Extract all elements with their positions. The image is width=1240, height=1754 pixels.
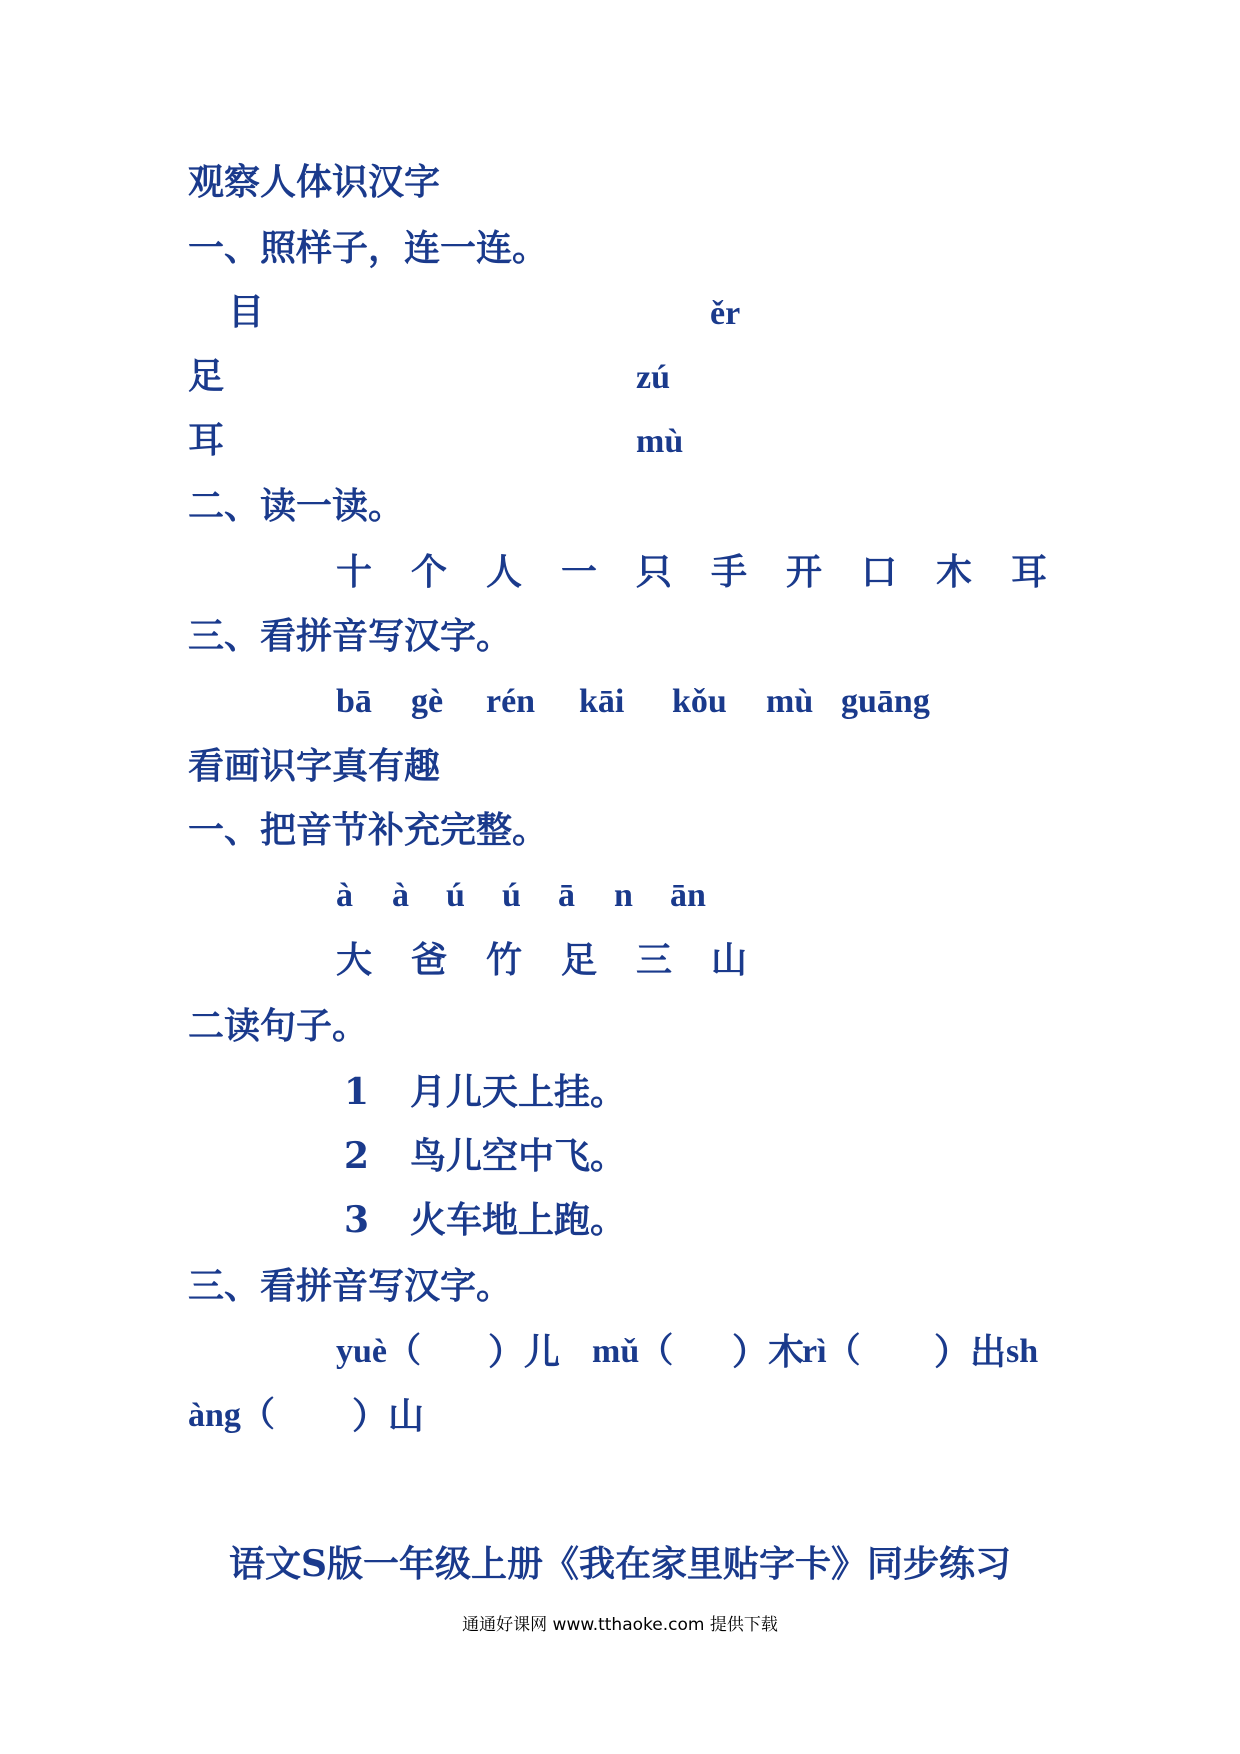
- char-item: 竹: [486, 939, 523, 981]
- char-item: 三: [636, 939, 673, 981]
- syllable-item: ú: [502, 877, 521, 914]
- reading-char: 开: [786, 551, 823, 593]
- question-heading: 三、看拼音写汉字。: [188, 1265, 513, 1307]
- match-right-item: mù: [636, 423, 684, 460]
- fill-in-row: [188, 1396, 488, 1436]
- fill-in-pinyin: sh: [1006, 1333, 1039, 1370]
- reading-char: 口: [861, 551, 898, 593]
- char-row: [336, 940, 776, 980]
- question-heading: 一、把音节补充完整。: [188, 809, 549, 851]
- char-item: 爸: [411, 939, 448, 981]
- char-item: 山: [711, 939, 748, 981]
- sentence-number: 1: [344, 1071, 370, 1113]
- question-heading: 二读句子。: [188, 1005, 369, 1047]
- syllable-item: à: [336, 877, 353, 914]
- pinyin-item: kāi: [579, 683, 625, 720]
- fill-in-char: ）出: [934, 1331, 1007, 1373]
- fill-in-char: ）木: [732, 1331, 805, 1373]
- reading-char: 一: [561, 551, 598, 593]
- source-note: 通通好课网 www.tthaoke.com 提供下载: [462, 1615, 778, 1635]
- section-title: 看画识字真有趣: [188, 745, 441, 787]
- sentence-text: 月儿天上挂。: [410, 1071, 627, 1113]
- match-left-item: 目: [228, 291, 265, 333]
- sentence-number: 2: [344, 1135, 370, 1177]
- reading-char: 木: [936, 551, 973, 593]
- question-heading: 二、读一读。: [188, 485, 405, 527]
- reading-char: 个: [411, 551, 448, 593]
- reading-char: 耳: [1011, 551, 1048, 593]
- syllable-item: ā: [558, 877, 575, 914]
- pinyin-item: mù: [766, 683, 814, 720]
- syllable-item: à: [392, 877, 409, 914]
- match-left-item: 耳: [188, 419, 225, 461]
- pinyin-item: bā: [336, 683, 372, 720]
- sentence-text: 鸟儿空中飞。: [410, 1135, 627, 1177]
- fill-in-pinyin: rì（: [802, 1333, 861, 1370]
- question-heading: 三、看拼音写汉字。: [188, 615, 513, 657]
- match-left-item: 足: [188, 355, 225, 397]
- fill-in-pinyin: mǔ（: [592, 1333, 674, 1370]
- reading-char: 十: [336, 551, 373, 593]
- reading-char: 手: [711, 551, 748, 593]
- syllable-row: [336, 876, 776, 916]
- fill-in-pinyin: yuè（: [336, 1333, 421, 1370]
- match-right-item: ěr: [710, 295, 741, 332]
- reading-char: 人: [486, 551, 523, 593]
- sentence-number: 3: [344, 1199, 370, 1241]
- section-title: 观察人体识汉字: [188, 161, 441, 203]
- syllable-item: ān: [670, 877, 706, 914]
- document-title: 语文S版一年级上册《我在家里贴字卡》同步练习: [229, 1543, 1011, 1585]
- fill-in-char: ）山: [352, 1395, 425, 1437]
- reading-char: 只: [636, 551, 673, 593]
- sentence-text: 火车地上跑。: [410, 1199, 627, 1241]
- fill-in-char: ）儿: [488, 1331, 561, 1373]
- pinyin-item: guāng: [841, 683, 930, 720]
- pinyin-item: rén: [486, 683, 536, 720]
- syllable-item: n: [614, 877, 633, 914]
- reading-chars-row: [336, 552, 1056, 592]
- match-right-item: zú: [636, 359, 670, 396]
- fill-in-row: [336, 1332, 1056, 1372]
- pinyin-row: [336, 682, 976, 722]
- fill-in-pinyin: àng（: [188, 1397, 275, 1434]
- pinyin-item: kǒu: [672, 683, 727, 720]
- question-heading: 一、照样子，连一连。: [188, 227, 549, 269]
- syllable-item: ú: [446, 877, 465, 914]
- pinyin-item: gè: [411, 683, 444, 720]
- char-item: 足: [561, 939, 598, 981]
- char-item: 大: [336, 939, 373, 981]
